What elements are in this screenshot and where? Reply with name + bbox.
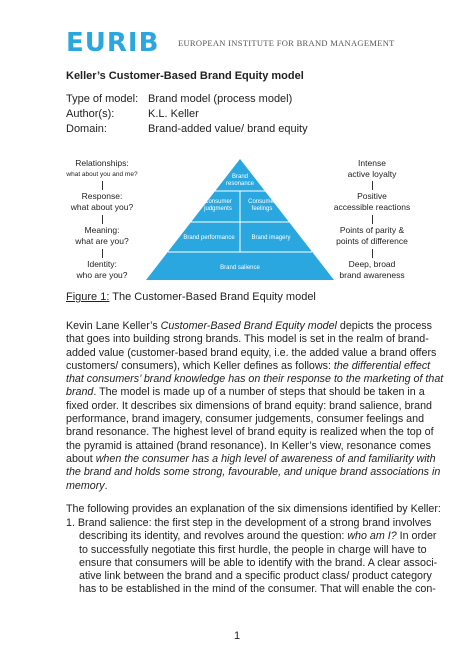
step-question: what about you? (70, 202, 134, 212)
text-run: 1. Brand salience: the first step in the development of a strong brand involves (66, 517, 432, 529)
eurib-logo: EURIB (66, 28, 160, 58)
step-title: Meaning: (84, 225, 120, 235)
step-title: Positive (357, 191, 387, 201)
list-line (66, 517, 432, 530)
meta-label: Domain: (66, 123, 107, 135)
text-run: . The model is made up of a number of steps that should be taken in a (93, 386, 425, 399)
step-connector (372, 215, 373, 224)
left-step (58, 191, 146, 213)
text-run: performance, brand imagery, consumer judgements, consumer feelings and (66, 413, 425, 426)
page-number: 1 (233, 630, 241, 642)
right-step (326, 191, 418, 213)
step-connector (372, 249, 373, 258)
resonance-label: resonance (225, 181, 255, 187)
text-run: customers/ consumers), which Keller defines as follows: (66, 359, 334, 372)
left-step (58, 225, 146, 247)
italic-text: when the consumer has a high level of awareness of and familiarity with (95, 452, 436, 465)
brand-equity-pyramid (145, 158, 335, 287)
salience-label: Brand salience (220, 265, 260, 271)
left-step (58, 158, 146, 180)
text-run: the pyramid is attained (brand resonance). In Keller’s view, resonance comes (66, 439, 431, 452)
meta-value: Brand-added value/ brand equity (148, 123, 308, 135)
right-step (326, 225, 418, 247)
text-run: describing its identity, and revolves around the question: (79, 530, 348, 543)
resonance-label: Brand (231, 174, 249, 180)
text-run: ative link between the brand and a specific product class/ product category (79, 570, 432, 583)
list-line (66, 583, 436, 596)
imagery-label: Brand imagery (251, 235, 291, 241)
figure-caption-text: The Customer-Based Brand Equity model (109, 291, 316, 303)
text-run: . (104, 479, 108, 492)
list-line (66, 543, 427, 557)
text-run: that goes into building strong brands. This model is set in the realm of brand- (66, 333, 429, 346)
text-run: depicts the process (336, 320, 432, 332)
text-run: to successfully negotiate this first hurdle, the people in charge will have to (79, 543, 427, 556)
paragraph-line (66, 320, 432, 333)
step-result: brand awareness (339, 270, 405, 280)
left-step (58, 259, 146, 281)
paragraph-line (66, 480, 410, 493)
paragraph-line (66, 359, 431, 373)
dimensions-list (66, 517, 438, 597)
right-step (326, 158, 418, 180)
text-run: about (66, 452, 96, 465)
list-line (66, 556, 438, 570)
judgments-label: Consumer (204, 199, 232, 205)
italic-text: the brand and holds some strong, favourable, and unique brand associations in (66, 466, 441, 479)
step-question: who are you? (76, 270, 128, 280)
step-connector (372, 181, 373, 190)
step-title: Intense (358, 158, 386, 168)
organization-name: EUROPEAN INSTITUTE FOR BRAND MANAGEMENT (178, 38, 395, 48)
paragraph-line (66, 346, 437, 360)
step-title: Identity: (87, 259, 117, 269)
italic-text: memory (66, 479, 105, 492)
step-result: points of difference (336, 236, 408, 246)
paragraph-line: The following provides an explanation of the six dimensions identified by Keller: (66, 503, 441, 515)
paragraph-line (66, 466, 441, 479)
paragraph-line (66, 413, 425, 426)
step-connector (102, 215, 103, 224)
paragraph-line (66, 399, 432, 413)
text-run: added value (customer-based brand equity, i.e. the added value a brand offers (66, 346, 437, 359)
step-result: accessible reactions (333, 202, 411, 212)
step-title: Points of parity & (339, 225, 405, 235)
paragraph-line (66, 426, 434, 439)
list-line (66, 530, 437, 543)
italic-text: Customer-Based Brand Equity model (160, 320, 337, 332)
document-title: Keller’s Customer-Based Brand Equity model (66, 70, 304, 82)
paragraph-line (66, 439, 431, 453)
header (66, 28, 446, 58)
text-run: brand resonance. The highest level of brand equity is realized when the top of (66, 426, 434, 439)
figure-caption (66, 291, 316, 303)
body-paragraph-2 (66, 503, 441, 516)
italic-text: that consumers’ brand knowledge has on their response to the marketing of that (66, 373, 444, 386)
italic-text: who am I? (347, 530, 397, 543)
paragraph-line (66, 373, 444, 386)
right-step (326, 259, 418, 281)
figure-label: Figure 1: (66, 291, 110, 303)
judgments-label: judgments (204, 206, 232, 212)
text-run: has to be established in the mind of the consumer. That will enable the con- (79, 583, 436, 596)
text-run: Kevin Lane Keller’s (66, 320, 161, 332)
step-question: what are you? (75, 236, 129, 246)
list-line (66, 570, 432, 583)
meta-label: Author(s): (66, 108, 115, 120)
text-run: ensure that consumers will be able to identify with the brand. A clear associ- (79, 556, 438, 569)
step-title: Response: (81, 191, 123, 201)
italic-text: brand (66, 386, 94, 399)
left-steps (58, 158, 146, 278)
meta-label: Type of model: (66, 93, 139, 105)
paragraph-line (66, 386, 425, 399)
feelings-label: Consumer (248, 199, 276, 205)
body-paragraph-1 (66, 320, 444, 493)
paragraph-line (66, 452, 436, 466)
step-title: Relationships: (75, 158, 129, 168)
meta-value: Brand model (process model) (148, 93, 293, 105)
performance-label: Brand performance (183, 235, 235, 241)
text-run: fixed order. It describes six dimensions of brand equity: brand salience, brand (66, 399, 432, 412)
step-connector (102, 181, 103, 190)
meta-value: K.L. Keller (148, 108, 199, 120)
step-result: active loyalty (347, 169, 397, 179)
step-question: what about you and me? (66, 171, 138, 178)
italic-text: the differential effect (333, 359, 431, 372)
paragraph-line (66, 333, 429, 346)
step-connector (102, 249, 103, 258)
step-title: Deep, broad (348, 259, 396, 269)
right-steps (326, 158, 418, 278)
feelings-label: feelings (251, 206, 273, 212)
pyramid-svg (145, 158, 335, 282)
text-run: In order (396, 530, 437, 543)
